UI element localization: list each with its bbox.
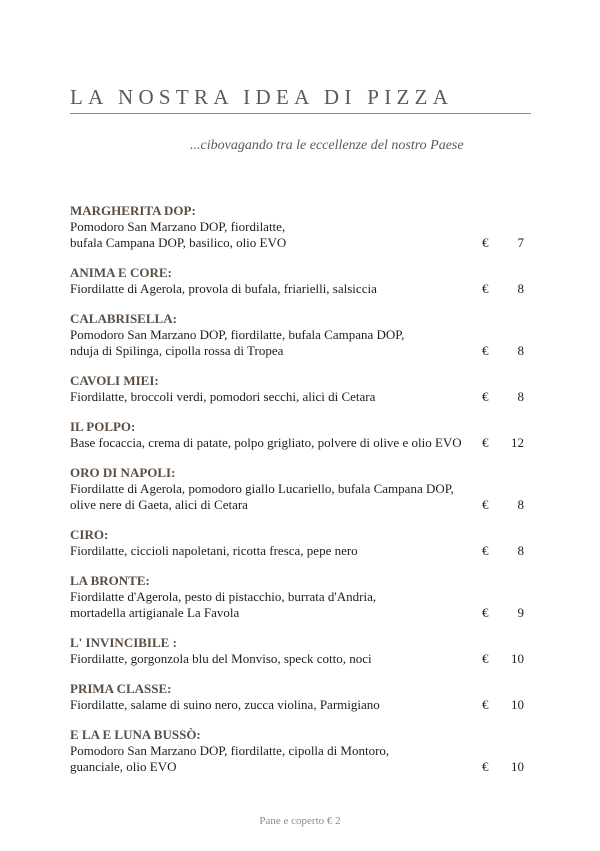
pizza-price	[482, 497, 524, 513]
currency-symbol: €	[482, 759, 489, 774]
currency-symbol: €	[482, 389, 489, 404]
menu-item	[70, 373, 530, 405]
pizza-name: LA BRONTE:	[70, 573, 150, 588]
pizza-name: ORO DI NAPOLI:	[70, 465, 176, 480]
description-line: Pomodoro San Marzano DOP, fiordilatte,	[70, 219, 286, 234]
currency-symbol: €	[482, 697, 489, 712]
pizza-description	[70, 543, 475, 559]
pizza-name: IL POLPO:	[70, 419, 136, 434]
currency-symbol: €	[482, 281, 489, 296]
pizza-description	[70, 481, 475, 513]
title-divider	[70, 113, 531, 114]
pizza-name: ANIMA E CORE:	[70, 265, 172, 280]
pizza-price	[482, 389, 524, 405]
currency-symbol: €	[482, 235, 489, 250]
description-line: Fiordilatte d'Agerola, pesto di pistacchio, burrata d'Andria,	[70, 589, 377, 604]
currency-symbol: €	[482, 435, 489, 450]
pizza-name: L' INVINCIBILE :	[70, 635, 177, 650]
description-line: Base focaccia, crema di patate, polpo grigliato, polvere di olive e olio EVO	[70, 435, 462, 450]
currency-symbol: €	[482, 651, 489, 666]
menu-item	[70, 419, 530, 451]
description-line: Fiordilatte di Agerola, pomodoro giallo Lucariello, bufala Campana DOP,	[70, 481, 454, 496]
description-line: Pomodoro San Marzano DOP, fiordilatte, cipolla di Montoro,	[70, 743, 390, 758]
page-subtitle: ...cibovagando tra le eccellenze del nostro Paese	[190, 138, 464, 153]
description-line: olive nere di Gaeta, alici di Cetara	[70, 497, 248, 512]
pizza-description	[70, 435, 475, 451]
price-value: 8	[517, 543, 524, 558]
menu-item	[70, 635, 530, 667]
price-value: 8	[517, 497, 524, 512]
description-line: Fiordilatte, gorgonzola blu del Monviso, speck cotto, noci	[70, 651, 372, 666]
menu-item	[70, 527, 530, 559]
currency-symbol: €	[482, 605, 489, 620]
pizza-price	[482, 343, 524, 359]
description-line: Pomodoro San Marzano DOP, fiordilatte, bufala Campana DOP,	[70, 327, 405, 342]
description-line: guanciale, olio EVO	[70, 759, 177, 774]
pizza-description	[70, 327, 475, 359]
menu-item	[70, 727, 530, 775]
menu-item	[70, 681, 530, 713]
menu-item	[70, 265, 530, 297]
pizza-name: CAVOLI MIEI:	[70, 373, 159, 388]
description-line: mortadella artigianale La Favola	[70, 605, 240, 620]
currency-symbol: €	[482, 343, 489, 358]
cover-charge-note: Pane e coperto € 2	[259, 815, 341, 827]
pizza-description	[70, 281, 475, 297]
menu-item	[70, 203, 530, 251]
price-value: 12	[511, 435, 524, 450]
pizza-name: CALABRISELLA:	[70, 311, 177, 326]
pizza-name: CIRO:	[70, 527, 109, 542]
pizza-price	[482, 651, 524, 667]
page-title: LA NOSTRA IDEA DI PIZZA	[70, 85, 454, 109]
pizza-price	[482, 235, 524, 251]
pizza-description	[70, 651, 475, 667]
price-value: 8	[517, 281, 524, 296]
description-line: Fiordilatte, salame di suino nero, zucca violina, Parmigiano	[70, 697, 380, 712]
menu-item	[70, 465, 530, 513]
pizza-name: E LA E LUNA BUSSÒ:	[70, 727, 201, 742]
pizza-name: PRIMA CLASSE:	[70, 681, 172, 696]
description-line: Fiordilatte, broccoli verdi, pomodori secchi, alici di Cetara	[70, 389, 376, 404]
price-value: 10	[511, 651, 524, 666]
pizza-price	[482, 697, 524, 713]
pizza-name: MARGHERITA DOP:	[70, 203, 196, 218]
pizza-description	[70, 219, 475, 251]
price-value: 9	[517, 605, 524, 620]
currency-symbol: €	[482, 543, 489, 558]
description-line: bufala Campana DOP, basilico, olio EVO	[70, 235, 287, 250]
pizza-description	[70, 589, 475, 621]
pizza-price	[482, 435, 524, 451]
price-value: 8	[517, 389, 524, 404]
menu-list	[70, 203, 530, 789]
pizza-price	[482, 543, 524, 559]
price-value: 8	[517, 343, 524, 358]
pizza-price	[482, 281, 524, 297]
menu-item	[70, 573, 530, 621]
description-line: Fiordilatte, cicciolі napoletani, ricotta fresca, pepe nero	[70, 543, 358, 558]
description-line: Fiordilatte di Agerola, provola di bufala, friarielli, salsiccia	[70, 281, 377, 296]
pizza-price	[482, 605, 524, 621]
price-value: 10	[511, 759, 524, 774]
currency-symbol: €	[482, 497, 489, 512]
pizza-description	[70, 697, 475, 713]
description-line: nduja di Spilinga, cipolla rossa di Tropea	[70, 343, 284, 358]
pizza-price	[482, 759, 524, 775]
pizza-description	[70, 743, 475, 775]
pizza-description	[70, 389, 475, 405]
menu-item	[70, 311, 530, 359]
price-value: 10	[511, 697, 524, 712]
price-value: 7	[517, 235, 524, 250]
